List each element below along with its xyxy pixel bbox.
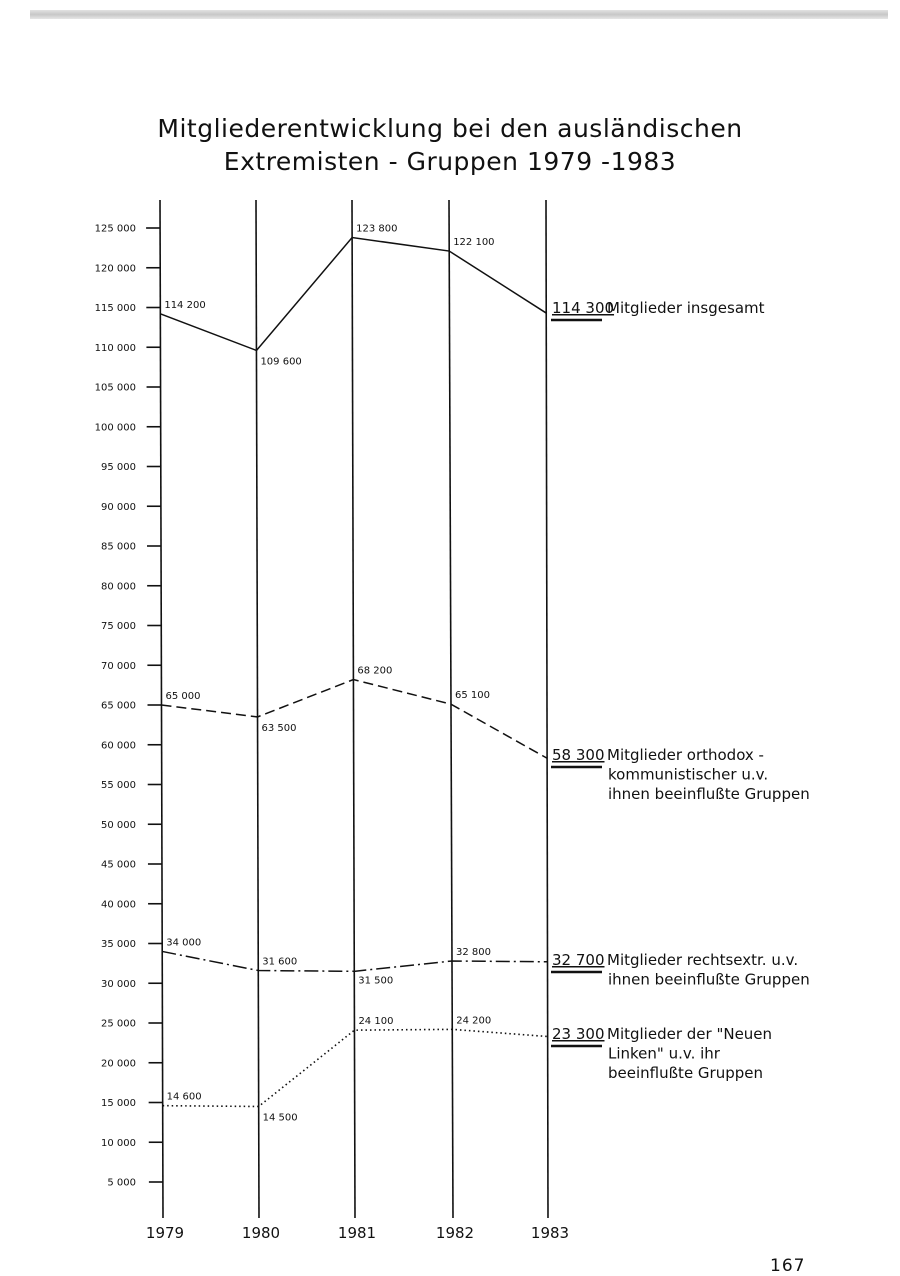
y-tick-label-70000: 70 000 xyxy=(101,660,136,672)
y-tick-label-35000: 35 000 xyxy=(101,939,136,950)
legend-value-right-extremist: 32 700 xyxy=(552,951,605,969)
y-tick-label-115000: 115 000 xyxy=(94,303,136,314)
y-tick-label-105000: 105 000 xyxy=(94,382,136,394)
y-tick-label-95000: 95 000 xyxy=(101,462,136,473)
y-tick-label-10000: 10 000 xyxy=(101,1137,136,1149)
legend-text-new-left-3: beeinflußte Gruppen xyxy=(608,1064,764,1082)
legend-text-right-extremist-1: Mitglieder rechtsextr. u.v. xyxy=(607,951,799,969)
y-tick-label-40000: 40 000 xyxy=(101,899,136,911)
data-label-right-extremist-1980: 31 600 xyxy=(262,956,298,968)
legend-text-total-1: Mitglieder insgesamt xyxy=(607,299,765,317)
x-tick-label-1981: 1981 xyxy=(337,1224,377,1242)
y-tick-label-15000: 15 000 xyxy=(101,1098,136,1109)
data-label-right-extremist-1979: 34 000 xyxy=(166,937,202,949)
y-tick-label-55000: 55 000 xyxy=(101,780,136,791)
y-tick-label-120000: 120 000 xyxy=(94,263,136,275)
y-tick-label-20000: 20 000 xyxy=(101,1058,136,1070)
legend-text-orthodox-communist-2: kommunistischer u.v. xyxy=(608,765,769,784)
legend-text-orthodox-communist-3: ihnen beeinflußte Gruppen xyxy=(608,785,810,803)
year-gridline-1983 xyxy=(546,200,548,1218)
year-gridline-1980 xyxy=(256,200,259,1218)
y-tick-label-50000: 50 000 xyxy=(101,819,136,831)
y-tick-label-75000: 75 000 xyxy=(101,621,136,632)
y-tick-label-5000: 5 000 xyxy=(107,1177,136,1189)
data-label-total-1980: 109 600 xyxy=(260,356,302,368)
x-tick-label-1979: 1979 xyxy=(145,1224,185,1242)
data-label-new-left-1980: 14 500 xyxy=(262,1112,298,1124)
legend-value-orthodox-communist: 58 300 xyxy=(552,746,605,764)
chart-title-line-2: Extremisten - Gruppen 1979 -1983 xyxy=(223,147,677,176)
x-tick-label-1982: 1982 xyxy=(435,1224,475,1242)
y-tick-label-110000: 110 000 xyxy=(94,342,136,354)
legend-text-new-left-2: Linken" u.v. ihr xyxy=(608,1044,720,1063)
x-tick-label-1980: 1980 xyxy=(241,1224,281,1242)
data-label-orthodox-communist-1982: 65 100 xyxy=(454,690,490,702)
data-label-new-left-1981: 24 100 xyxy=(358,1016,394,1028)
year-gridline-1981 xyxy=(352,200,355,1218)
legend-value-new-left: 23 300 xyxy=(552,1025,605,1043)
y-tick-label-80000: 80 000 xyxy=(101,581,136,593)
year-gridline-1982 xyxy=(449,200,453,1218)
data-label-right-extremist-1981: 31 500 xyxy=(358,975,394,987)
y-tick-label-30000: 30 000 xyxy=(101,978,136,990)
x-tick-label-1983: 1983 xyxy=(530,1224,570,1242)
data-label-right-extremist-1982: 32 800 xyxy=(455,946,491,958)
legend-text-new-left-1: Mitglieder der "Neuen xyxy=(607,1025,773,1043)
series-line-total xyxy=(160,238,546,351)
data-label-new-left-1982: 24 200 xyxy=(456,1015,492,1027)
y-tick-label-90000: 90 000 xyxy=(101,501,136,513)
y-tick-label-100000: 100 000 xyxy=(94,422,136,434)
chart-title-line-1: Mitgliederentwicklung bei den ausländischen xyxy=(157,114,743,143)
y-tick-label-45000: 45 000 xyxy=(101,859,136,871)
y-tick-label-60000: 60 000 xyxy=(101,740,136,752)
year-gridline-1979 xyxy=(160,200,163,1218)
legend-text-right-extremist-2: ihnen beeinflußte Gruppen xyxy=(608,970,810,989)
legend-text-orthodox-communist-1: Mitglieder orthodox - xyxy=(607,746,764,764)
y-tick-label-65000: 65 000 xyxy=(101,700,136,712)
y-tick-label-85000: 85 000 xyxy=(101,541,136,553)
data-label-total-1979: 114 200 xyxy=(164,299,206,311)
data-label-total-1982: 122 100 xyxy=(453,237,495,249)
legend-value-total: 114 300 xyxy=(552,299,615,317)
page-number: 167 xyxy=(770,1256,806,1276)
y-tick-label-25000: 25 000 xyxy=(101,1018,136,1030)
data-label-new-left-1979: 14 600 xyxy=(166,1091,202,1103)
y-tick-label-125000: 125 000 xyxy=(94,223,136,235)
data-label-orthodox-communist-1980: 63 500 xyxy=(261,722,297,734)
data-label-orthodox-communist-1981: 68 200 xyxy=(357,665,393,677)
data-label-orthodox-communist-1979: 65 000 xyxy=(165,691,201,702)
data-label-total-1981: 123 800 xyxy=(356,223,398,235)
